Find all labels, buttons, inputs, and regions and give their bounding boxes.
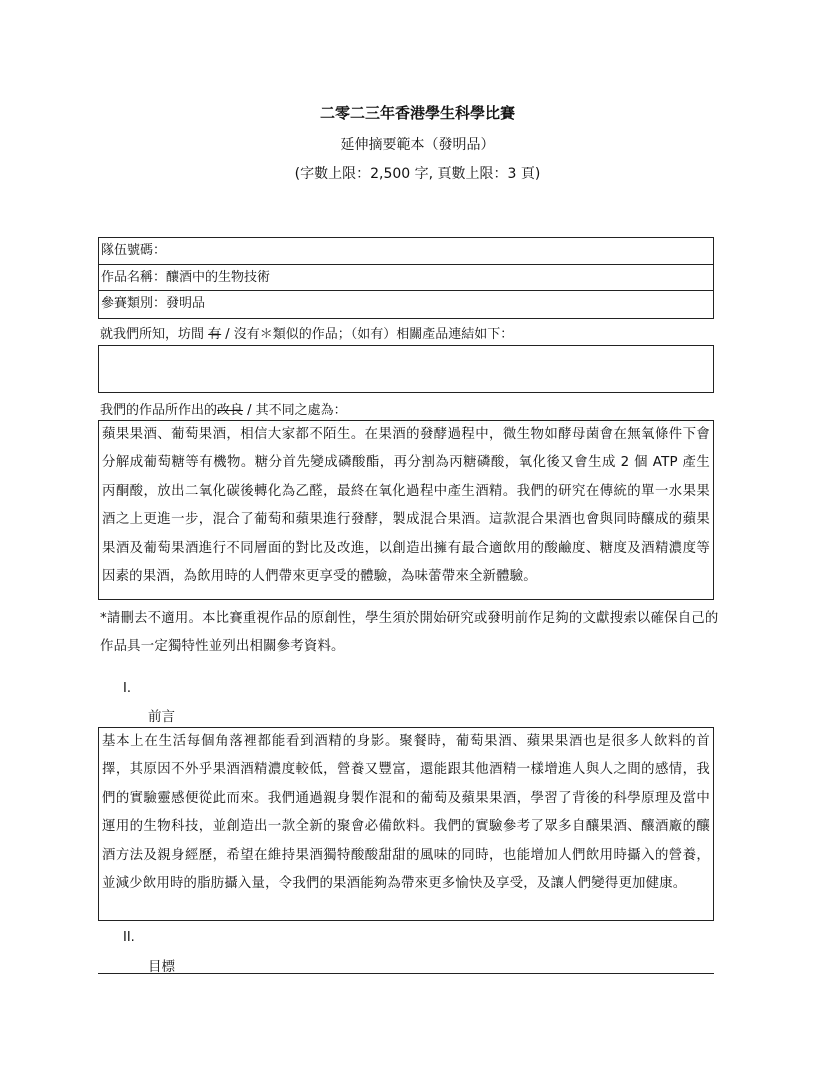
similar-prefix: 就我們所知，坊間 (100, 327, 209, 342)
word-page-limits: (字數上限：2,500 字, 頁數上限：3 頁) (294, 166, 541, 182)
section-number: I. (123, 681, 131, 696)
improvement-box (98, 420, 714, 600)
team-number-field: 隊伍號碼： (99, 238, 713, 265)
related-links-box (98, 345, 714, 393)
introduction-box (98, 727, 714, 921)
info-table (98, 237, 714, 319)
similar-suffix: / 沒有＊類似的作品；（如有）相關產品連結如下： (221, 327, 514, 342)
improvement-struck: 改良 (217, 403, 244, 418)
section-number: II. (123, 930, 135, 945)
section-title: 目標 (148, 959, 175, 975)
page-title: 二零二三年香港學生科學比賽 (319, 104, 515, 122)
improvement-prefix: 我們的作品所作出的 (100, 403, 218, 418)
footnote: *請刪去不適用。本比賽重視作品的原創性，學生須於開始研究或發明前作足夠的文獻搜索以確保自己的作品具一定獨特性並列出相關參考資料。 (100, 611, 719, 654)
project-name-field: 作品名稱：釀酒中的生物技術 (99, 265, 713, 292)
table-top-rule (98, 973, 714, 974)
improvement-suffix: / 其不同之處為： (243, 403, 347, 418)
similar-struck: 有 (208, 327, 222, 342)
similar-works-statement (100, 323, 513, 342)
improvement-heading (100, 399, 347, 418)
page-subtitle: 延伸摘要範本（發明品） (340, 137, 495, 153)
section-title: 前言 (148, 709, 175, 725)
category-field: 參賽類別：發明品 (101, 296, 206, 311)
introduction-text: 基本上在生活每個角落裡都能看到酒精的身影。聚餐時，葡萄果酒、蘋果果酒也是很多人飲料的首擇，其原因不外乎果酒酒精濃度較低，營養又豐富，還能跟其他酒精一樣增進人與人之間的感情，我們的實驗靈感便從此而來。我們通過親身製作混和的葡萄及蘋果果酒，學習了背後的科學原理及當中運用的生物科技，並創造出一款全新的聚會必備飲料。我們的實驗參考了眾多自釀果酒、釀酒廠的釀酒方法及親身經歷，希望在維持果酒獨特酸酸甜甜的風味的同時，也能增加人們飲用時攝入的營養，並減少飲用時的脂肪攝入量，令我們的果酒能夠為帶來更多愉快及享受，及讓人們變得更加健康。 (102, 734, 710, 892)
improvement-text: 蘋果果酒、葡萄果酒，相信大家都不陌生。在果酒的發酵過程中，微生物如酵母菌會在無氧條件下會分解成葡萄糖等有機物。糖分首先變成磷酸酯，再分割為丙糖磷酸，氧化後又會生成 2 個 ATP 產生丙酮酸，放出二氧化碳後轉化為乙醛，最終在氧化過程中產生酒精。我們的研究在傳統的單一水果果酒之上更進一步，混合了葡萄和蘋果進行發酵，製成混合果酒。這款混合果酒也會與同時釀成的蘋果果酒及葡萄果酒進行不同層面的對比及改進，以創造出擁有最合適飲用的酸鹼度、糖度及酒精濃度等因素的果酒，為飲用時的人們帶來更享受的體驗，為味蕾帶來全新體驗。 (102, 427, 710, 585)
